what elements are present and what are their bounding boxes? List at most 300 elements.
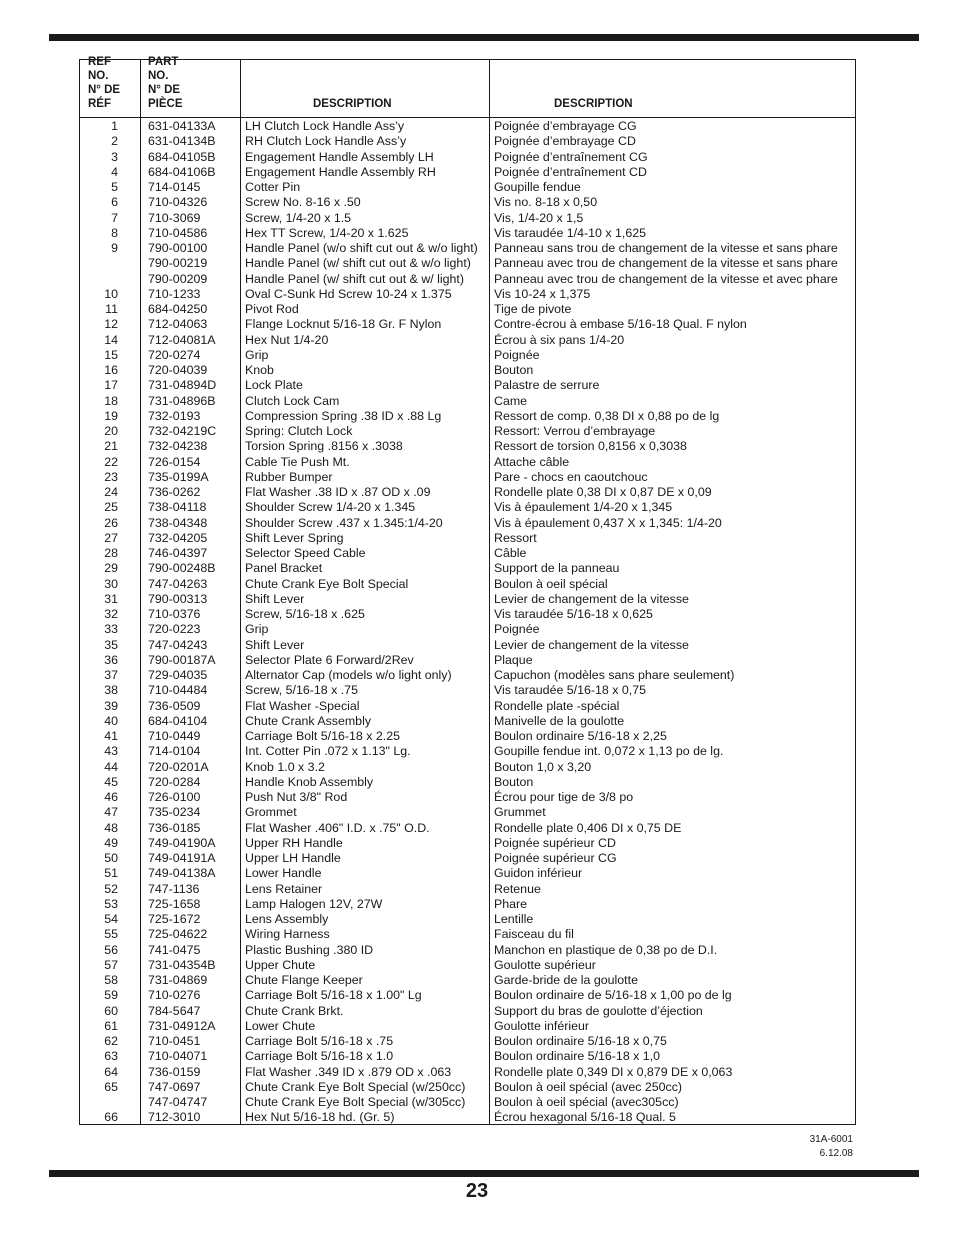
part-number-cell: 741-0475 — [148, 942, 201, 957]
ref-cell: 46 — [104, 790, 118, 804]
part-number-cell: 720-0284 — [148, 774, 201, 789]
description-fr-cell: Poignée d’entraînement CG — [494, 149, 648, 164]
ref-cell: 27 — [104, 530, 118, 545]
description-en-cell: Upper Chute — [245, 957, 316, 972]
description-en-cell: Handle Panel (w/ shift cut out & w/o light) — [245, 256, 471, 271]
ref-cell: 33 — [104, 622, 118, 637]
table-row — [80, 973, 855, 988]
description-fr-cell: Goupille fendue — [494, 180, 581, 194]
ref-cell: 29 — [104, 561, 118, 576]
part-number-cell: 736-0185 — [148, 820, 201, 835]
ref-cell: 6 — [111, 195, 118, 210]
description-fr-cell: Support du bras de goulotte d’éjection — [494, 1003, 703, 1018]
description-en-cell: Grommet — [245, 805, 297, 820]
description-en-cell: Shoulder Screw 1/4-20 x 1.345 — [245, 500, 416, 515]
table-row — [80, 577, 855, 592]
part-number-cell: 747-04747 — [148, 1095, 208, 1109]
description-fr-cell: Rondelle plate 0,38 DI x 0,87 DE x 0,09 — [494, 485, 712, 499]
ref-cell: 26 — [104, 515, 118, 530]
description-fr-cell: Vis 10-24 x 1,375 — [494, 286, 591, 301]
table-row — [80, 439, 855, 454]
description-en-cell: Shift Lever — [245, 637, 305, 652]
ref-cell: 20 — [104, 424, 118, 438]
description-en-cell: Clutch Lock Cam — [245, 393, 340, 408]
table-row — [80, 943, 855, 958]
description-fr-cell: Contre-écrou à embase 5/16-18 Qual. F nylon — [494, 317, 747, 332]
description-en-cell: Flat Washer .38 ID x .87 OD x .09 — [245, 485, 431, 499]
part-number-cell: 731-04912A — [148, 1018, 216, 1033]
ref-header-line: NO. — [88, 70, 109, 82]
description-en-cell: Alternator Cap (models w/o light only) — [245, 668, 452, 682]
table-row — [80, 1019, 855, 1034]
description-fr-cell: Poignée — [494, 347, 540, 362]
description-fr-cell: Ressort de comp. 0,38 DI x 0,88 po de lg — [494, 408, 720, 423]
ref-cell: 57 — [104, 957, 118, 972]
description-en-cell: Flat Washer .349 ID x .879 OD x .063 — [245, 1064, 452, 1079]
part-header-line: PART — [148, 56, 179, 68]
description-en-cell: Lens Assembly — [245, 912, 329, 926]
table-row — [80, 1049, 855, 1064]
description-fr-cell: Came — [494, 393, 528, 408]
ref-cell: 32 — [104, 607, 118, 621]
part-number-cell: 749-04190A — [148, 835, 216, 850]
description-fr-cell: Poignée d’embrayage CD — [494, 134, 636, 149]
table-row — [80, 958, 855, 973]
ref-cell: 2 — [111, 134, 118, 149]
table-row — [80, 241, 855, 256]
part-number-cell: 736-0509 — [148, 698, 201, 713]
description-en-cell: Lens Retainer — [245, 881, 323, 896]
part-number-cell: 731-04354B — [148, 957, 216, 972]
ref-cell: 59 — [104, 988, 118, 1003]
description-fr-cell: Rondelle plate -spécial — [494, 698, 620, 713]
ref-cell: 12 — [104, 317, 118, 332]
description-en-cell: Flat Washer .406" I.D. x .75" O.D. — [245, 820, 430, 835]
ref-cell: 23 — [104, 469, 118, 484]
table-row — [80, 394, 855, 409]
description-fr-cell: Plaque — [494, 652, 533, 667]
ref-cell: 65 — [104, 1079, 118, 1094]
table-row — [80, 516, 855, 531]
ref-cell: 35 — [104, 637, 118, 652]
description-en-cell: Engagement Handle Assembly RH — [245, 164, 436, 179]
description-fr-cell: Ressort: Verrou d’embrayage — [494, 424, 656, 438]
ref-cell: 39 — [104, 698, 118, 713]
description-en-cell: Chute Crank Eye Bolt Special (w/250cc) — [245, 1079, 466, 1094]
ref-cell: 4 — [111, 164, 118, 179]
table-row — [80, 714, 855, 729]
ref-header-line: N° DE — [88, 84, 121, 96]
description-fr-cell: Poignée d’embrayage CG — [494, 119, 637, 133]
part-number-cell: 684-04104 — [148, 713, 208, 728]
description-fr-cell: Panneau sans trou de changement de la vitesse et sans phare — [494, 241, 838, 255]
table-row — [80, 134, 855, 149]
table-row — [80, 775, 855, 790]
part-number-cell: 720-0274 — [148, 347, 201, 362]
part-number-cell: 732-04238 — [148, 439, 208, 454]
table-row — [80, 485, 855, 500]
part-number-cell: 747-04243 — [148, 637, 208, 652]
part-number-cell: 710-0449 — [148, 729, 201, 743]
description-fr-cell: Boulon ordinaire 5/16-18 x 1,0 — [494, 1049, 661, 1064]
table-row — [80, 256, 855, 271]
ref-cell: 58 — [104, 973, 118, 987]
table-row — [80, 653, 855, 668]
part-number-cell: 729-04035 — [148, 668, 208, 682]
part-number-cell: 710-3069 — [148, 210, 201, 225]
table-row — [80, 851, 855, 866]
description-fr-cell: Vis, 1/4-20 x 1,5 — [494, 210, 584, 225]
table-row — [80, 897, 855, 912]
description-en-cell: Carriage Bolt 5/16-18 x .75 — [245, 1034, 394, 1048]
table-row — [80, 668, 855, 683]
doc-date: 6.12.08 — [819, 1148, 853, 1159]
description-en-cell: Flat Washer -Special — [245, 698, 360, 713]
table-row — [80, 195, 855, 210]
part-number-cell: 725-04622 — [148, 927, 208, 942]
part-number-cell: 720-0201A — [148, 759, 209, 774]
part-number-cell: 790-00248B — [148, 561, 216, 576]
ref-cell: 1 — [111, 119, 118, 133]
description-en-cell: Handle Panel (w/ shift cut out & w/ light) — [245, 271, 465, 286]
description-fr-cell: Attache câble — [494, 454, 570, 469]
part-number-cell: 631-04133A — [148, 119, 216, 133]
table-row — [80, 592, 855, 607]
part-number-cell: 684-04105B — [148, 149, 216, 164]
part-header-line: PIÈCE — [148, 98, 183, 110]
part-number-cell: 731-04896B — [148, 393, 216, 408]
part-number-cell: 749-04191A — [148, 851, 216, 865]
table-row — [80, 729, 855, 744]
part-no-header — [148, 55, 183, 111]
table-row — [80, 317, 855, 332]
part-number-cell: 736-0159 — [148, 1064, 201, 1079]
part-number-cell: 710-04484 — [148, 683, 208, 698]
parts-table — [79, 56, 856, 1125]
description-fr-cell: Pare - chocs en caoutchouc — [494, 469, 648, 484]
description-fr-cell: Goulotte supérieur — [494, 957, 596, 972]
table-row — [80, 638, 855, 653]
table-row — [80, 699, 855, 714]
table-row — [80, 1095, 855, 1110]
ref-cell: 43 — [104, 744, 118, 759]
ref-cell: 51 — [104, 866, 118, 881]
description-en-cell: Chute Crank Assembly — [245, 713, 372, 728]
part-number-cell: 714-0104 — [148, 744, 201, 759]
description-en-cell: Selector Plate 6 Forward/2Rev — [245, 652, 414, 667]
description-fr-cell: Écrou à six pans 1/4-20 — [494, 332, 625, 347]
part-number-cell: 790-00219 — [148, 256, 208, 271]
ref-cell: 47 — [104, 805, 118, 820]
description-en-cell: Oval C-Sunk Hd Screw 10-24 x 1.375 — [245, 286, 452, 301]
ref-cell: 62 — [104, 1034, 118, 1048]
ref-cell: 61 — [104, 1018, 118, 1033]
part-number-cell: 747-0697 — [148, 1079, 201, 1094]
table-row — [80, 912, 855, 927]
table-row — [80, 1004, 855, 1019]
part-number-cell: 735-0199A — [148, 469, 209, 484]
description-fr-cell: Câble — [494, 546, 527, 560]
bottom-rule — [49, 1170, 919, 1177]
description-en-cell: Handle Panel (w/o shift cut out & w/o light) — [245, 241, 478, 255]
ref-cell: 7 — [111, 210, 118, 225]
part-number-cell: 720-0223 — [148, 622, 201, 637]
part-number-cell: 735-0234 — [148, 805, 201, 820]
table-row — [80, 180, 855, 195]
description-en-cell: Carriage Bolt 5/16-18 x 1.0 — [245, 1049, 394, 1064]
part-number-cell: 710-04586 — [148, 225, 208, 240]
ref-header-line: REF — [88, 56, 111, 68]
description-fr-cell: Vis à épaulement 1/4-20 x 1,345 — [494, 500, 673, 515]
ref-cell: 11 — [105, 302, 118, 316]
description-en-header: DESCRIPTION — [313, 98, 392, 110]
part-number-cell: 732-0193 — [148, 408, 201, 423]
description-en-cell: Chute Crank Eye Bolt Special — [245, 576, 409, 591]
table-row — [80, 561, 855, 576]
ref-cell: 55 — [104, 927, 118, 942]
ref-cell: 25 — [104, 500, 118, 515]
description-en-cell: Compression Spring .38 ID x .88 Lg — [245, 408, 442, 423]
part-number-cell: 790-00187A — [148, 652, 216, 667]
part-number-cell: 749-04138A — [148, 866, 216, 881]
description-en-cell: Knob — [245, 363, 274, 377]
description-en-cell: Hex Nut 5/16-18 hd. (Gr. 5) — [245, 1110, 395, 1125]
part-number-cell: 720-04039 — [148, 363, 208, 377]
description-fr-cell: Bouton — [494, 774, 534, 789]
description-en-cell: Upper LH Handle — [245, 851, 341, 865]
part-number-cell: 726-0100 — [148, 790, 201, 804]
description-fr-cell: Écrou pour tige de 3/8 po — [494, 790, 634, 804]
ref-cell: 15 — [104, 347, 118, 362]
description-en-cell: Pivot Rod — [245, 302, 299, 316]
top-rule — [49, 34, 919, 41]
ref-no-header — [88, 55, 120, 111]
ref-cell: 22 — [104, 454, 118, 469]
table-row — [80, 226, 855, 241]
table-row — [80, 150, 855, 165]
table-row — [80, 760, 855, 775]
ref-cell: 52 — [104, 881, 118, 896]
description-en-cell: Shoulder Screw .437 x 1.345:1/4-20 — [245, 515, 443, 530]
description-fr-cell: Vis taraudée 1/4-10 x 1,625 — [494, 225, 647, 240]
ref-cell: 16 — [104, 363, 118, 377]
description-en-cell: Chute Crank Eye Bolt Special (w/305cc) — [245, 1095, 466, 1109]
table-row — [80, 1034, 855, 1049]
description-fr-cell: Goulotte inférieur — [494, 1018, 590, 1033]
description-en-cell: Cotter Pin — [245, 180, 301, 194]
description-en-cell: Screw, 5/16-18 x .75 — [245, 683, 358, 698]
part-number-cell: 712-04063 — [148, 317, 208, 332]
description-en-cell: Lower Handle — [245, 866, 322, 881]
table-row — [80, 882, 855, 897]
part-number-cell: 710-0376 — [148, 607, 201, 621]
part-number-cell: 726-0154 — [148, 454, 201, 469]
description-en-cell: Engagement Handle Assembly LH — [245, 149, 434, 164]
table-row — [80, 363, 855, 378]
description-en-cell: Plastic Bushing .380 ID — [245, 942, 374, 957]
description-fr-cell: Bouton 1,0 x 3,20 — [494, 759, 592, 774]
description-en-cell: Selector Speed Cable — [245, 546, 366, 560]
description-fr-cell: Bouton — [494, 363, 534, 377]
ref-cell: 49 — [104, 835, 118, 850]
table-row — [80, 927, 855, 942]
ref-header-line: RÉF — [88, 98, 111, 110]
part-number-cell: 710-04326 — [148, 195, 208, 210]
description-en-cell: Screw, 5/16-18 x .625 — [245, 607, 365, 621]
description-fr-cell: Boulon ordinaire 5/16-18 x 2,25 — [494, 729, 667, 743]
ref-cell: 30 — [104, 576, 118, 591]
part-number-cell: 712-3010 — [148, 1110, 201, 1125]
description-fr-cell: Support de la panneau — [494, 561, 620, 576]
ref-cell: 8 — [111, 225, 118, 240]
description-fr-cell: Garde-bride de la goulotte — [494, 973, 638, 987]
description-en-cell: Lock Plate — [245, 378, 303, 393]
ref-cell: 17 — [104, 378, 118, 393]
part-header-line: NO. — [148, 70, 169, 82]
description-en-cell: Chute Flange Keeper — [245, 973, 363, 987]
description-fr-cell: Lentille — [494, 912, 534, 926]
ref-cell: 53 — [104, 896, 118, 911]
description-en-cell: Spring: Clutch Lock — [245, 424, 353, 438]
description-fr-cell: Boulon à oeil spécial — [494, 576, 608, 591]
ref-cell: 66 — [104, 1110, 118, 1125]
description-fr-cell: Boulon ordinaire de 5/16-18 x 1,00 po de lg — [494, 988, 732, 1003]
part-number-cell: 725-1658 — [148, 896, 201, 911]
table-row — [80, 622, 855, 637]
description-en-cell: RH Clutch Lock Handle Ass’y — [245, 134, 407, 149]
table-row — [80, 455, 855, 470]
part-number-cell: 738-04348 — [148, 515, 208, 530]
table-row — [80, 1080, 855, 1095]
part-number-cell: 736-0262 — [148, 485, 201, 499]
part-header-line: N° DE — [148, 84, 181, 96]
part-number-cell: 684-04250 — [148, 302, 208, 316]
table-row — [80, 165, 855, 180]
table-row — [80, 1065, 855, 1080]
ref-cell: 40 — [104, 713, 118, 728]
description-en-cell: Panel Bracket — [245, 561, 323, 576]
description-fr-cell: Écrou hexagonal 5/16-18 Qual. 5 — [494, 1110, 676, 1125]
description-fr-cell: Manivelle de la goulotte — [494, 713, 625, 728]
table-row — [80, 424, 855, 439]
description-en-cell: Knob 1.0 x 3.2 — [245, 759, 325, 774]
description-en-cell: Lower Chute — [245, 1018, 316, 1033]
table-row — [80, 607, 855, 622]
table-row — [80, 302, 855, 317]
description-en-cell: Hex Nut 1/4-20 — [245, 332, 329, 347]
ref-cell: 50 — [104, 851, 118, 865]
table-row — [80, 531, 855, 546]
ref-cell: 36 — [104, 652, 118, 667]
ref-cell: 56 — [104, 942, 118, 957]
ref-cell: 3 — [111, 149, 118, 164]
description-en-cell: Int. Cotter Pin .072 x 1.13" Lg. — [245, 744, 411, 759]
table-row — [80, 211, 855, 226]
table-row — [80, 821, 855, 836]
table-row — [80, 790, 855, 805]
part-number-cell: 784-5647 — [148, 1003, 201, 1018]
description-en-cell: Upper RH Handle — [245, 835, 343, 850]
part-number-cell: 790-00100 — [148, 241, 208, 255]
description-fr-cell: Panneau avec trou de changement de la vitesse et avec phare — [494, 271, 838, 286]
part-number-cell: 725-1672 — [148, 912, 201, 926]
table-row — [80, 836, 855, 851]
ref-cell: 21 — [104, 439, 118, 454]
description-fr-cell: Vis no. 8-18 x 0,50 — [494, 195, 598, 210]
description-en-cell: Shift Lever Spring — [245, 530, 344, 545]
description-en-cell: Grip — [245, 622, 269, 637]
description-en-cell: Grip — [245, 347, 269, 362]
description-fr-cell: Guidon inférieur — [494, 866, 583, 881]
ref-cell: 38 — [104, 683, 118, 698]
ref-cell: 63 — [104, 1049, 118, 1064]
ref-cell: 60 — [104, 1003, 118, 1018]
description-fr-cell: Vis taraudée 5/16-18 x 0,625 — [494, 607, 653, 621]
description-fr-cell: Poignée supérieur CG — [494, 851, 617, 865]
description-fr-cell: Retenue — [494, 881, 541, 896]
ref-cell: 24 — [104, 485, 118, 499]
table-row — [80, 119, 855, 134]
ref-cell: 5 — [111, 180, 118, 194]
table-body — [80, 119, 855, 1126]
ref-cell: 64 — [104, 1064, 118, 1079]
description-en-cell: Push Nut 3/8" Rod — [245, 790, 348, 804]
description-fr-cell: Faisceau du fil — [494, 927, 574, 942]
part-number-cell: 790-00313 — [148, 591, 208, 606]
part-number-cell: 732-04219C — [148, 424, 217, 438]
part-number-cell: 738-04118 — [148, 500, 207, 515]
table-row — [80, 333, 855, 348]
part-number-cell: 747-1136 — [148, 881, 200, 896]
part-number-cell: 731-04869 — [148, 973, 208, 987]
ref-cell: 18 — [104, 393, 118, 408]
ref-cell: 31 — [104, 591, 118, 606]
description-en-cell: Torsion Spring .8156 x .3038 — [245, 439, 403, 454]
ref-cell: 14 — [104, 332, 118, 347]
description-fr-cell: Vis à épaulement 0,437 X x 1,345: 1/4-20 — [494, 515, 722, 530]
description-fr-cell: Grummet — [494, 805, 546, 820]
part-number-cell: 710-04071 — [148, 1049, 208, 1064]
part-number-cell: 631-04134B — [148, 134, 216, 149]
description-en-cell: LH Clutch Lock Handle Ass’y — [245, 119, 405, 133]
part-number-cell: 732-04205 — [148, 530, 208, 545]
description-fr-cell: Ressort — [494, 530, 537, 545]
table-row — [80, 500, 855, 515]
table-row — [80, 546, 855, 561]
table-row — [80, 470, 855, 485]
page-number: 23 — [465, 1180, 489, 1202]
description-en-cell: Shift Lever — [245, 591, 305, 606]
description-fr-cell: Palastre de serrure — [494, 378, 600, 393]
part-number-cell: 710-1233 — [148, 286, 201, 301]
description-fr-cell: Vis taraudée 5/16-18 x 0,75 — [494, 683, 647, 698]
description-fr-cell: Boulon à oeil spécial (avec 250cc) — [494, 1079, 683, 1094]
description-en-cell: Wiring Harness — [245, 927, 330, 942]
ref-cell: 10 — [104, 286, 118, 301]
description-fr-header: DESCRIPTION — [554, 98, 633, 110]
ref-cell: 44 — [104, 759, 118, 774]
part-number-cell: 710-0276 — [148, 988, 201, 1003]
description-fr-cell: Manchon en plastique de 0,38 po de D.I. — [494, 942, 718, 957]
document-id — [810, 1133, 853, 1161]
description-en-cell: Handle Knob Assembly — [245, 774, 374, 789]
ref-cell: 37 — [104, 668, 118, 682]
ref-cell: 19 — [104, 408, 118, 423]
description-fr-cell: Boulon à oeil spécial (avec305cc) — [494, 1095, 679, 1109]
description-en-cell: Chute Crank Brkt. — [245, 1003, 344, 1018]
table-row — [80, 744, 855, 759]
description-fr-cell: Poignée d’entraînement CD — [494, 164, 647, 179]
